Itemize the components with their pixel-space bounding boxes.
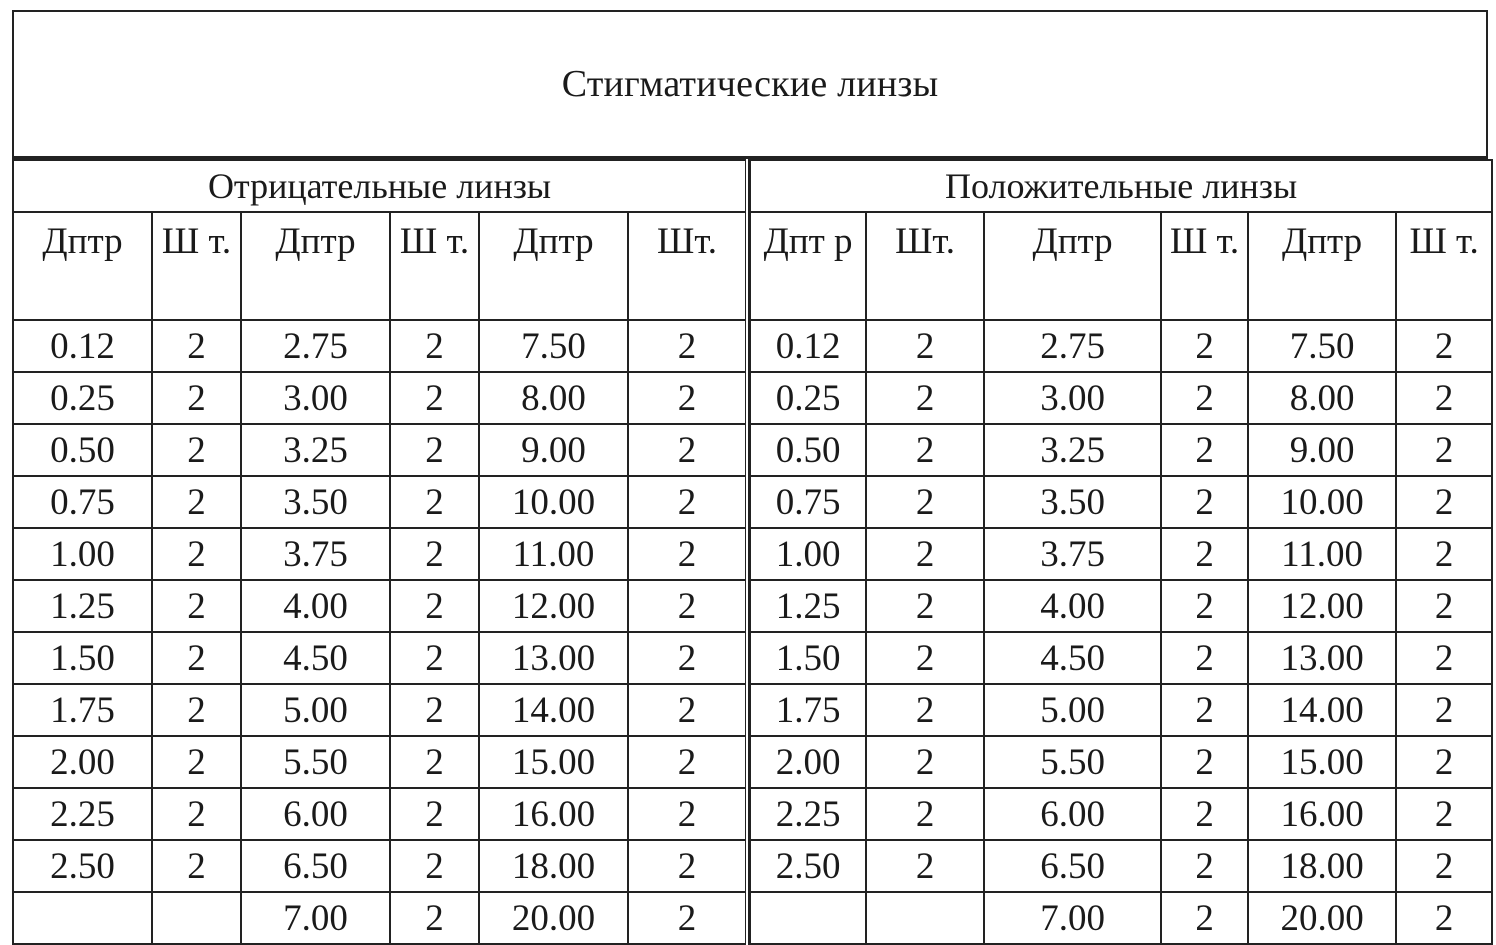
header-diopter: Дптр xyxy=(479,212,628,320)
header-quantity: Ш т. xyxy=(1161,212,1248,320)
table-row xyxy=(750,320,1492,372)
quantity-cell: 2 xyxy=(628,684,747,736)
diopter-cell: 12.00 xyxy=(1248,580,1396,632)
diopter-cell: 20.00 xyxy=(479,892,628,944)
diopter-cell: 9.00 xyxy=(1248,424,1396,476)
diopter-cell: 1.75 xyxy=(750,684,866,736)
diopter-cell: 20.00 xyxy=(1248,892,1396,944)
diopter-cell: 11.00 xyxy=(479,528,628,580)
quantity-cell: 2 xyxy=(1396,736,1492,788)
diopter-cell: 3.00 xyxy=(984,372,1161,424)
quantity-cell: 2 xyxy=(866,840,984,892)
diopter-cell: 6.00 xyxy=(241,788,390,840)
diopter-cell: 15.00 xyxy=(1248,736,1396,788)
quantity-cell: 2 xyxy=(866,632,984,684)
quantity-cell: 2 xyxy=(152,372,241,424)
quantity-cell: 2 xyxy=(390,424,479,476)
diopter-cell: 4.00 xyxy=(241,580,390,632)
quantity-cell: 2 xyxy=(1396,632,1492,684)
table-row xyxy=(13,840,747,892)
group-heading-row xyxy=(13,160,747,212)
diopter-cell: 3.25 xyxy=(241,424,390,476)
quantity-cell: 2 xyxy=(152,788,241,840)
quantity-cell: 2 xyxy=(1396,580,1492,632)
quantity-cell: 2 xyxy=(390,320,479,372)
quantity-cell: 2 xyxy=(628,580,747,632)
diopter-cell: 16.00 xyxy=(1248,788,1396,840)
group-heading: Положительные линзы xyxy=(750,160,1492,212)
diopter-cell xyxy=(750,892,866,944)
quantity-cell: 2 xyxy=(1161,736,1248,788)
diopter-cell: 0.50 xyxy=(750,424,866,476)
diopter-cell: 13.00 xyxy=(479,632,628,684)
diopter-cell: 8.00 xyxy=(479,372,628,424)
quantity-cell: 2 xyxy=(1396,424,1492,476)
quantity-cell: 2 xyxy=(1396,476,1492,528)
table-row xyxy=(13,892,747,944)
table-row xyxy=(13,476,747,528)
diopter-cell: 2.50 xyxy=(750,840,866,892)
diopter-cell: 0.25 xyxy=(750,372,866,424)
diopter-cell: 0.50 xyxy=(13,424,152,476)
quantity-cell: 2 xyxy=(390,892,479,944)
diopter-cell: 1.25 xyxy=(750,580,866,632)
diopter-cell: 2.00 xyxy=(750,736,866,788)
table-row xyxy=(750,632,1492,684)
quantity-cell: 2 xyxy=(390,840,479,892)
header-quantity: Ш т. xyxy=(390,212,479,320)
header-quantity: Ш т. xyxy=(152,212,241,320)
quantity-cell: 2 xyxy=(1161,892,1248,944)
quantity-cell: 2 xyxy=(390,736,479,788)
diopter-cell: 2.50 xyxy=(13,840,152,892)
group-heading-row xyxy=(750,160,1492,212)
quantity-cell: 2 xyxy=(152,632,241,684)
quantity-cell: 2 xyxy=(390,788,479,840)
diopter-cell: 3.25 xyxy=(984,424,1161,476)
header-diopter: Дптр xyxy=(13,212,152,320)
diopter-cell: 2.75 xyxy=(241,320,390,372)
quantity-cell: 2 xyxy=(1396,892,1492,944)
diopter-cell: 2.75 xyxy=(984,320,1161,372)
diopter-cell: 10.00 xyxy=(1248,476,1396,528)
diopter-cell: 8.00 xyxy=(1248,372,1396,424)
table-row xyxy=(750,788,1492,840)
column-header-row xyxy=(750,212,1492,320)
quantity-cell: 2 xyxy=(628,320,747,372)
quantity-cell: 2 xyxy=(866,320,984,372)
diopter-cell: 9.00 xyxy=(479,424,628,476)
table-row xyxy=(13,580,747,632)
table-row xyxy=(750,372,1492,424)
table-row xyxy=(13,736,747,788)
group-heading: Отрицательные линзы xyxy=(13,160,747,212)
header-quantity: Шт. xyxy=(628,212,747,320)
table-row xyxy=(750,840,1492,892)
negative-lenses-table xyxy=(12,159,749,945)
quantity-cell: 2 xyxy=(866,736,984,788)
quantity-cell: 2 xyxy=(1161,580,1248,632)
diopter-cell: 6.00 xyxy=(984,788,1161,840)
diopter-cell: 5.00 xyxy=(241,684,390,736)
quantity-cell: 2 xyxy=(866,476,984,528)
quantity-cell: 2 xyxy=(152,476,241,528)
quantity-cell: 2 xyxy=(1161,424,1248,476)
quantity-cell: 2 xyxy=(628,372,747,424)
quantity-cell: 2 xyxy=(1396,840,1492,892)
diopter-cell: 3.00 xyxy=(241,372,390,424)
diopter-cell: 7.50 xyxy=(1248,320,1396,372)
diopter-cell: 2.00 xyxy=(13,736,152,788)
quantity-cell: 2 xyxy=(628,736,747,788)
quantity-cell: 2 xyxy=(1161,840,1248,892)
diopter-cell: 5.00 xyxy=(984,684,1161,736)
quantity-cell: 2 xyxy=(390,528,479,580)
diopter-cell xyxy=(13,892,152,944)
quantity-cell: 2 xyxy=(1161,372,1248,424)
quantity-cell: 2 xyxy=(866,788,984,840)
diopter-cell: 13.00 xyxy=(1248,632,1396,684)
diopter-cell: 2.25 xyxy=(750,788,866,840)
quantity-cell: 2 xyxy=(628,424,747,476)
diopter-cell: 0.12 xyxy=(13,320,152,372)
diopter-cell: 1.50 xyxy=(750,632,866,684)
table-row xyxy=(13,528,747,580)
quantity-cell: 2 xyxy=(628,892,747,944)
diopter-cell: 14.00 xyxy=(479,684,628,736)
diopter-cell: 6.50 xyxy=(241,840,390,892)
quantity-cell: 2 xyxy=(152,580,241,632)
quantity-cell: 2 xyxy=(1161,476,1248,528)
diopter-cell: 1.00 xyxy=(750,528,866,580)
header-quantity: Ш т. xyxy=(1396,212,1492,320)
header-quantity: Шт. xyxy=(866,212,984,320)
column-header-row xyxy=(13,212,747,320)
quantity-cell: 2 xyxy=(866,424,984,476)
diopter-cell: 4.00 xyxy=(984,580,1161,632)
quantity-cell: 2 xyxy=(628,632,747,684)
quantity-cell: 2 xyxy=(866,528,984,580)
diopter-cell: 2.25 xyxy=(13,788,152,840)
diopter-cell: 5.50 xyxy=(984,736,1161,788)
tables-container xyxy=(12,156,1488,939)
quantity-cell: 2 xyxy=(1396,684,1492,736)
quantity-cell: 2 xyxy=(1161,528,1248,580)
diopter-cell: 14.00 xyxy=(1248,684,1396,736)
table-row xyxy=(750,684,1492,736)
quantity-cell: 2 xyxy=(390,580,479,632)
diopter-cell: 1.25 xyxy=(13,580,152,632)
quantity-cell: 2 xyxy=(390,476,479,528)
diopter-cell: 0.12 xyxy=(750,320,866,372)
diopter-cell: 11.00 xyxy=(1248,528,1396,580)
table-row xyxy=(13,372,747,424)
diopter-cell: 4.50 xyxy=(984,632,1161,684)
quantity-cell: 2 xyxy=(1161,320,1248,372)
diopter-cell: 18.00 xyxy=(479,840,628,892)
diopter-cell: 1.00 xyxy=(13,528,152,580)
table-row xyxy=(13,320,747,372)
quantity-cell: 2 xyxy=(152,840,241,892)
table-row xyxy=(13,632,747,684)
diopter-cell: 15.00 xyxy=(479,736,628,788)
quantity-cell: 2 xyxy=(628,476,747,528)
diopter-cell: 3.75 xyxy=(984,528,1161,580)
diopter-cell: 7.00 xyxy=(241,892,390,944)
diopter-cell: 7.50 xyxy=(479,320,628,372)
diopter-cell: 3.50 xyxy=(241,476,390,528)
diopter-cell: 16.00 xyxy=(479,788,628,840)
quantity-cell: 2 xyxy=(628,840,747,892)
diopter-cell: 4.50 xyxy=(241,632,390,684)
table-row xyxy=(13,684,747,736)
diopter-cell: 1.75 xyxy=(13,684,152,736)
table-row xyxy=(750,528,1492,580)
diopter-cell: 0.25 xyxy=(13,372,152,424)
quantity-cell: 2 xyxy=(390,684,479,736)
page-title: Стигматические линзы xyxy=(561,63,939,105)
table-row xyxy=(750,424,1492,476)
positive-lenses-table xyxy=(749,159,1493,945)
quantity-cell: 2 xyxy=(866,580,984,632)
diopter-cell: 7.00 xyxy=(984,892,1161,944)
quantity-cell xyxy=(152,892,241,944)
diopter-cell: 3.50 xyxy=(984,476,1161,528)
quantity-cell: 2 xyxy=(628,788,747,840)
quantity-cell: 2 xyxy=(866,684,984,736)
quantity-cell: 2 xyxy=(152,424,241,476)
quantity-cell: 2 xyxy=(152,684,241,736)
table-row xyxy=(13,424,747,476)
diopter-cell: 6.50 xyxy=(984,840,1161,892)
table-row xyxy=(750,476,1492,528)
document-sheet xyxy=(12,10,1488,939)
quantity-cell: 2 xyxy=(1161,788,1248,840)
quantity-cell: 2 xyxy=(152,320,241,372)
title-box xyxy=(12,10,1488,158)
diopter-cell: 1.50 xyxy=(13,632,152,684)
table-row xyxy=(750,736,1492,788)
header-diopter: Дптр xyxy=(984,212,1161,320)
quantity-cell: 2 xyxy=(866,372,984,424)
header-diopter: Дптр xyxy=(241,212,390,320)
diopter-cell: 18.00 xyxy=(1248,840,1396,892)
quantity-cell: 2 xyxy=(1396,528,1492,580)
quantity-cell: 2 xyxy=(1396,372,1492,424)
quantity-cell: 2 xyxy=(1161,632,1248,684)
diopter-cell: 3.75 xyxy=(241,528,390,580)
quantity-cell: 2 xyxy=(390,632,479,684)
quantity-cell: 2 xyxy=(1396,320,1492,372)
quantity-cell: 2 xyxy=(152,736,241,788)
header-diopter: Дптр xyxy=(1248,212,1396,320)
table-row xyxy=(750,580,1492,632)
diopter-cell: 0.75 xyxy=(13,476,152,528)
quantity-cell: 2 xyxy=(152,528,241,580)
diopter-cell: 12.00 xyxy=(479,580,628,632)
quantity-cell: 2 xyxy=(1161,684,1248,736)
quantity-cell: 2 xyxy=(628,528,747,580)
header-diopter: Дпт р xyxy=(750,212,866,320)
diopter-cell: 5.50 xyxy=(241,736,390,788)
diopter-cell: 0.75 xyxy=(750,476,866,528)
quantity-cell xyxy=(866,892,984,944)
quantity-cell: 2 xyxy=(390,372,479,424)
table-row xyxy=(13,788,747,840)
diopter-cell: 10.00 xyxy=(479,476,628,528)
quantity-cell: 2 xyxy=(1396,788,1492,840)
table-row xyxy=(750,892,1492,944)
